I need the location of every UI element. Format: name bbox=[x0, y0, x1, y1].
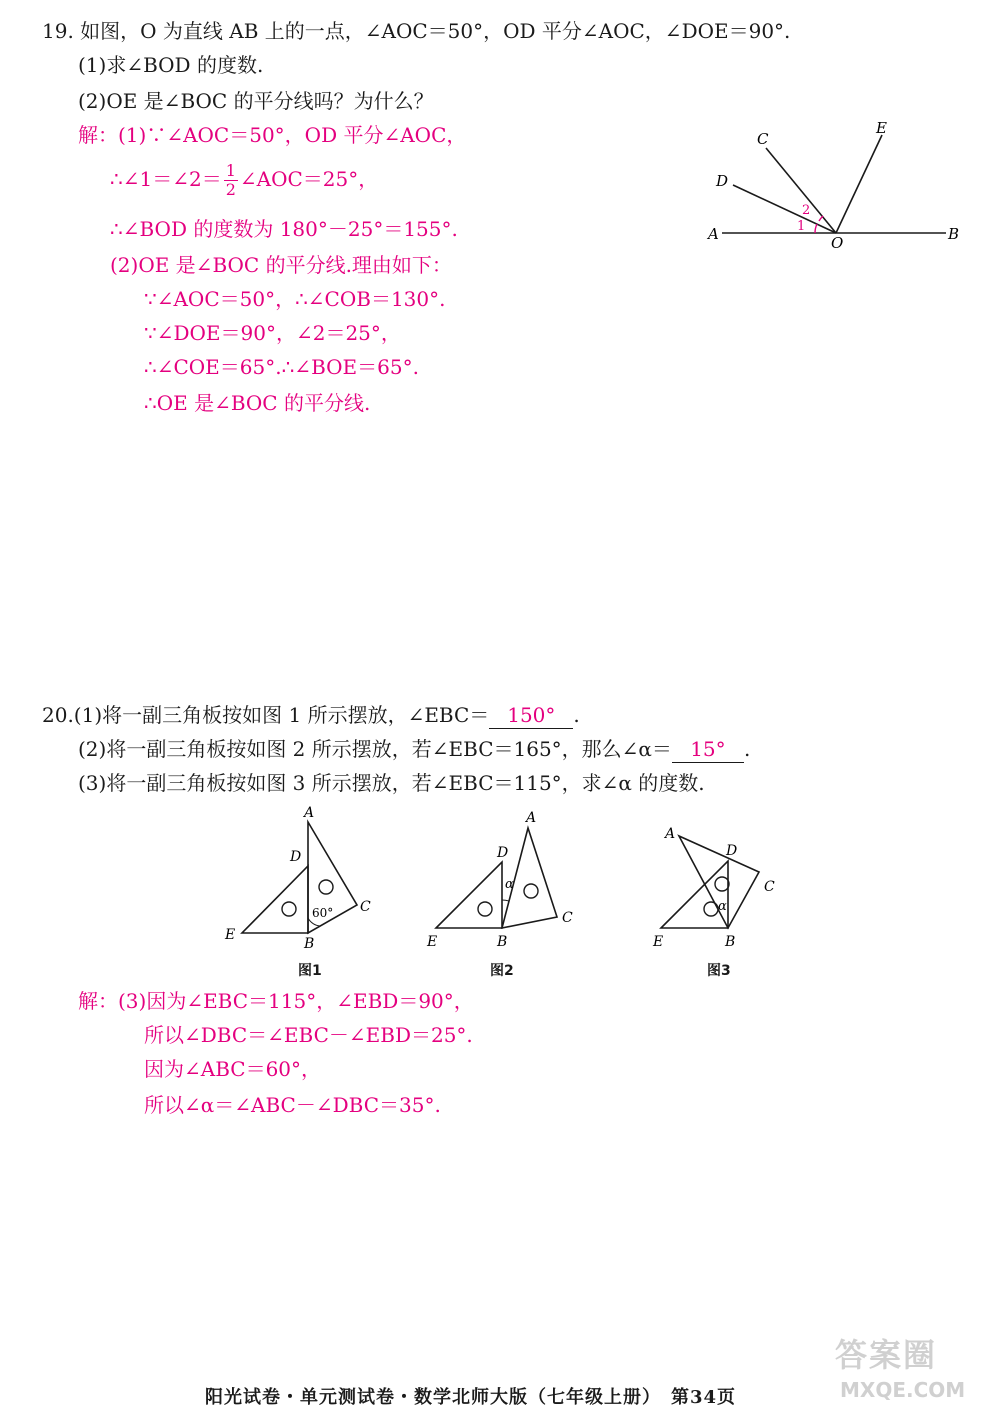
fig1-point-c: C bbox=[360, 899, 371, 915]
fig3-set-square-45 bbox=[661, 861, 728, 928]
point-o-label: O bbox=[831, 234, 844, 252]
page-footer: 阳光试卷・单元测试卷・数学北师大版（七年级上册） 第34页 bbox=[205, 1387, 737, 1408]
angle-1-arc bbox=[815, 224, 817, 233]
q19-solution-line5: ∵∠AOC＝50°，∴∠COB＝130°. bbox=[144, 287, 446, 311]
q20-solution-line2: 所以∠DBC＝∠EBC－∠EBD＝25°. bbox=[144, 1023, 473, 1047]
angle-2-label: 2 bbox=[802, 203, 811, 218]
q20-part1-answer: 150° bbox=[489, 702, 573, 729]
point-b-label: B bbox=[948, 225, 960, 243]
point-e-label: E bbox=[876, 119, 887, 137]
fig3-point-a: A bbox=[665, 826, 676, 842]
q20-part3: (3)将一副三角板按如图 3 所示摆放，若∠EBC＝115°，求∠α 的度数. bbox=[78, 771, 705, 795]
fig1-set-square-45 bbox=[242, 866, 308, 933]
q20-solution-line3: 因为∠ABC＝60°， bbox=[144, 1057, 322, 1081]
point-a-label: A bbox=[708, 225, 719, 243]
q20-part2-end: . bbox=[743, 737, 751, 761]
fig2-alpha-label: α bbox=[505, 877, 514, 892]
fig1-caption: 图1 bbox=[298, 963, 322, 979]
fig3-alpha-label: α bbox=[718, 899, 727, 914]
q19-part2: (2)OE 是∠BOC 的平分线吗？为什么？ bbox=[78, 89, 434, 113]
fig3-set-square-30-60 bbox=[679, 836, 759, 928]
q20-solution-line4: 所以∠α＝∠ABC－∠DBC＝35°. bbox=[144, 1093, 441, 1117]
q19-solution-line2-post: ∠AOC＝25°， bbox=[239, 167, 379, 191]
fig1-point-d: D bbox=[290, 849, 302, 865]
q20-part2 bbox=[78, 736, 750, 763]
fraction-numerator: 1 bbox=[225, 161, 236, 180]
q20-solution-line1: 解：(3)因为∠EBC＝115°，∠EBD＝90°， bbox=[78, 989, 474, 1013]
q20-figure-3 bbox=[645, 815, 785, 950]
fig1-point-e: E bbox=[225, 927, 236, 943]
fig1-point-b: B bbox=[304, 936, 315, 950]
fig1-angle-label: 60° bbox=[312, 906, 334, 920]
angle-1-label: 1 bbox=[797, 219, 806, 234]
fig2-point-d: D bbox=[497, 845, 509, 861]
fig3-point-b: B bbox=[725, 934, 736, 950]
q19-part1: (1)求∠BOD 的度数. bbox=[78, 53, 264, 77]
fig2-alpha-arc bbox=[502, 900, 509, 901]
watermark-url: MXQE.COM bbox=[840, 1378, 966, 1402]
q19-solution-line6: ∵∠DOE＝90°，∠2＝25°， bbox=[144, 321, 401, 345]
ray-oe bbox=[836, 135, 882, 233]
fig3-hole-right bbox=[715, 877, 729, 891]
fig2-caption: 图2 bbox=[490, 963, 514, 979]
q19-solution-line7: ∴∠COE＝65°.∴∠BOE＝65°. bbox=[144, 355, 419, 379]
angle-2-arc bbox=[819, 216, 823, 221]
q19-solution-line1: 解：(1)∵∠AOC＝50°，OD 平分∠AOC， bbox=[78, 123, 467, 147]
fig3-hole-left bbox=[704, 902, 718, 916]
fig2-hole-left bbox=[478, 902, 492, 916]
q19-angle-figure bbox=[700, 115, 970, 255]
q19-solution-line8: ∴OE 是∠BOC 的平分线. bbox=[144, 391, 371, 415]
q20-part2-text: (2)将一副三角板按如图 2 所示摆放，若∠EBC＝165°，那么∠α＝ bbox=[78, 737, 672, 761]
q20-part1 bbox=[42, 702, 580, 729]
q20-figure-1 bbox=[215, 800, 385, 950]
fig3-point-d: D bbox=[726, 843, 738, 859]
fig2-point-b: B bbox=[497, 934, 508, 950]
fig3-caption: 图3 bbox=[707, 963, 731, 979]
point-d-label: D bbox=[716, 172, 729, 190]
fig1-point-a: A bbox=[304, 805, 315, 821]
fraction-denominator: 2 bbox=[225, 180, 236, 199]
fraction-half bbox=[224, 162, 238, 199]
q20-part1-end: . bbox=[573, 703, 580, 727]
fig2-hole-right bbox=[524, 884, 538, 898]
fig2-point-a: A bbox=[526, 810, 537, 826]
q20-figure-2 bbox=[420, 800, 590, 950]
fig3-point-c: C bbox=[764, 879, 775, 895]
q19-stem: 19. 如图，O 为直线 AB 上的一点，∠AOC＝50°，OD 平分∠AOC，∠DOE＝90°. bbox=[42, 19, 791, 43]
fig3-point-e: E bbox=[653, 934, 664, 950]
fig2-set-square-45 bbox=[436, 862, 502, 928]
fig1-hole-right bbox=[319, 880, 333, 894]
fig2-point-e: E bbox=[427, 934, 438, 950]
point-c-label: C bbox=[757, 130, 769, 148]
watermark-logo: 答案圈 bbox=[835, 1336, 938, 1374]
ray-od bbox=[733, 185, 836, 233]
q19-solution-line3: ∴∠BOD 的度数为 180°－25°＝155°. bbox=[110, 217, 458, 241]
fig1-hole-left bbox=[282, 902, 296, 916]
q19-solution-line2 bbox=[110, 162, 378, 199]
q19-solution-line2-pre: ∴∠1＝∠2＝ bbox=[110, 167, 222, 191]
q20-part1-text: 20.(1)将一副三角板按如图 1 所示摆放，∠EBC＝ bbox=[42, 703, 490, 727]
q20-part2-answer: 15° bbox=[672, 736, 744, 763]
fig2-point-c: C bbox=[562, 910, 573, 926]
q19-solution-line4: (2)OE 是∠BOC 的平分线.理由如下： bbox=[110, 253, 452, 277]
